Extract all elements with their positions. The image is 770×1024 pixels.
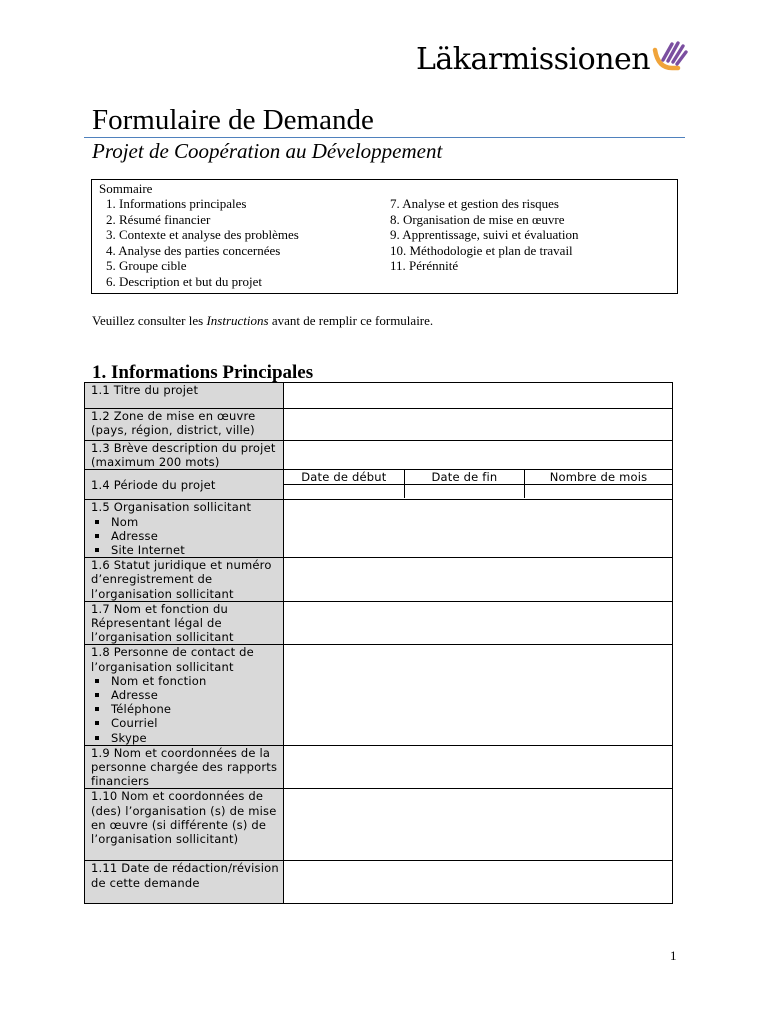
row-label (85, 861, 284, 904)
row-label (85, 500, 284, 558)
row-label (85, 441, 284, 470)
end-date-field[interactable] (404, 485, 524, 499)
row-label-text: 1.9 Nom et coordonnées de la personne chargée des rapports financiers (91, 745, 278, 789)
row-label (85, 645, 284, 745)
months-field[interactable] (525, 485, 672, 499)
row-label (85, 745, 284, 789)
instructions-link[interactable]: Instructions (206, 313, 269, 328)
document-title: Formulaire de Demande (92, 104, 374, 136)
logo-wordmark: Läkarmissionen (416, 42, 651, 77)
row-label-text: 1.8 Personne de contact de l’organisation sollicitant (91, 645, 254, 674)
row-label-text: 1.1 Titre du projet (91, 383, 199, 397)
row-label (85, 558, 284, 602)
table-of-contents-box (91, 179, 678, 294)
row-label-text: 1.4 Période du projet (91, 477, 216, 492)
toc-item[interactable]: 9. Apprentissage, suivi et évaluation (390, 227, 579, 242)
toc-item[interactable]: 1. Informations principales (106, 196, 247, 211)
lakarmissionen-logo (416, 40, 688, 77)
application-date-field[interactable] (284, 861, 673, 904)
list-item: Nom (91, 515, 279, 529)
row-label-text: 1.11 Date de rédaction/révision de cette demande (91, 861, 279, 890)
project-period-subtable (284, 470, 672, 498)
toc-right-column (390, 196, 578, 274)
toc-item[interactable]: 7. Analyse et gestion des risques (390, 196, 559, 211)
implementation-zone-field[interactable] (284, 409, 673, 441)
toc-item[interactable]: 2. Résumé financier (106, 211, 211, 227)
financial-reports-contact-field[interactable] (284, 745, 673, 789)
list-item: Courriel (91, 716, 279, 730)
list-item: Skype (91, 731, 279, 745)
bullet-list (91, 515, 279, 558)
row-label (85, 789, 284, 861)
end-date-header: Date de fin (404, 470, 524, 485)
row-label (85, 409, 284, 441)
toc-item[interactable]: 4. Analyse des parties concernées (106, 242, 281, 258)
contact-person-field[interactable] (284, 645, 673, 745)
list-item: Téléphone (91, 702, 279, 716)
project-title-field[interactable] (284, 383, 673, 409)
toc-label: Sommaire (99, 181, 153, 196)
instructions-text-before: Veuillez consulter les (92, 313, 207, 328)
toc-item[interactable]: 10. Méthodologie et plan de travail (390, 242, 573, 258)
main-information-table (84, 382, 673, 904)
list-item: Adresse (91, 529, 279, 543)
row-label (85, 601, 284, 645)
row-label (85, 470, 284, 500)
start-date-header: Date de début (284, 470, 404, 485)
legal-status-field[interactable] (284, 558, 673, 602)
list-item: Adresse (91, 688, 279, 702)
row-label (85, 383, 284, 409)
page-number: 1 (670, 948, 677, 963)
months-header: Nombre de mois (525, 470, 672, 485)
instructions-note (92, 313, 433, 329)
hands-logo-icon (652, 40, 688, 74)
implementing-organization-field[interactable] (284, 789, 673, 861)
toc-item[interactable]: 3. Contexte et analyse des problèmes (106, 227, 299, 242)
section-heading: 1. Informations Principales (92, 362, 314, 383)
document-subtitle: Projet de Coopération au Développement (92, 139, 443, 163)
list-item: Site Internet (91, 543, 279, 557)
toc-item[interactable]: 11. Pérénnité (390, 258, 459, 273)
toc-item[interactable]: 8. Organisation de mise en œuvre (390, 211, 565, 227)
row-label-text: 1.3 Brève description du projet (maximum 200 mots) (91, 441, 276, 470)
toc-item[interactable]: 6. Description et but du projet (106, 273, 262, 289)
list-item: Nom et fonction (91, 674, 279, 688)
toc-item[interactable]: 5. Groupe cible (106, 258, 187, 273)
row-label-text: 1.10 Nom et coordonnées de (des) l’organisation (s) de mise en œuvre (si différente (s) de l’organisation sollicitant) (91, 789, 277, 847)
start-date-field[interactable] (284, 485, 404, 499)
bullet-list (91, 674, 279, 745)
project-period-cell (284, 470, 673, 500)
legal-representative-field[interactable] (284, 601, 673, 645)
row-label-text: 1.7 Nom et fonction du Répresentant légal de l’organisation sollicitant (91, 601, 234, 645)
row-label-text: 1.2 Zone de mise en œuvre (pays, région, district, ville) (91, 409, 256, 438)
row-label-text: 1.6 Statut juridique et numéro d’enregistrement de l’organisation sollicitant (91, 558, 272, 601)
instructions-text-after: avant de remplir ce formulaire. (268, 313, 434, 328)
short-description-field[interactable] (284, 441, 673, 470)
row-label-text: 1.5 Organisation sollicitant (91, 500, 252, 515)
toc-left-column (106, 196, 299, 289)
requesting-organization-field[interactable] (284, 500, 673, 558)
